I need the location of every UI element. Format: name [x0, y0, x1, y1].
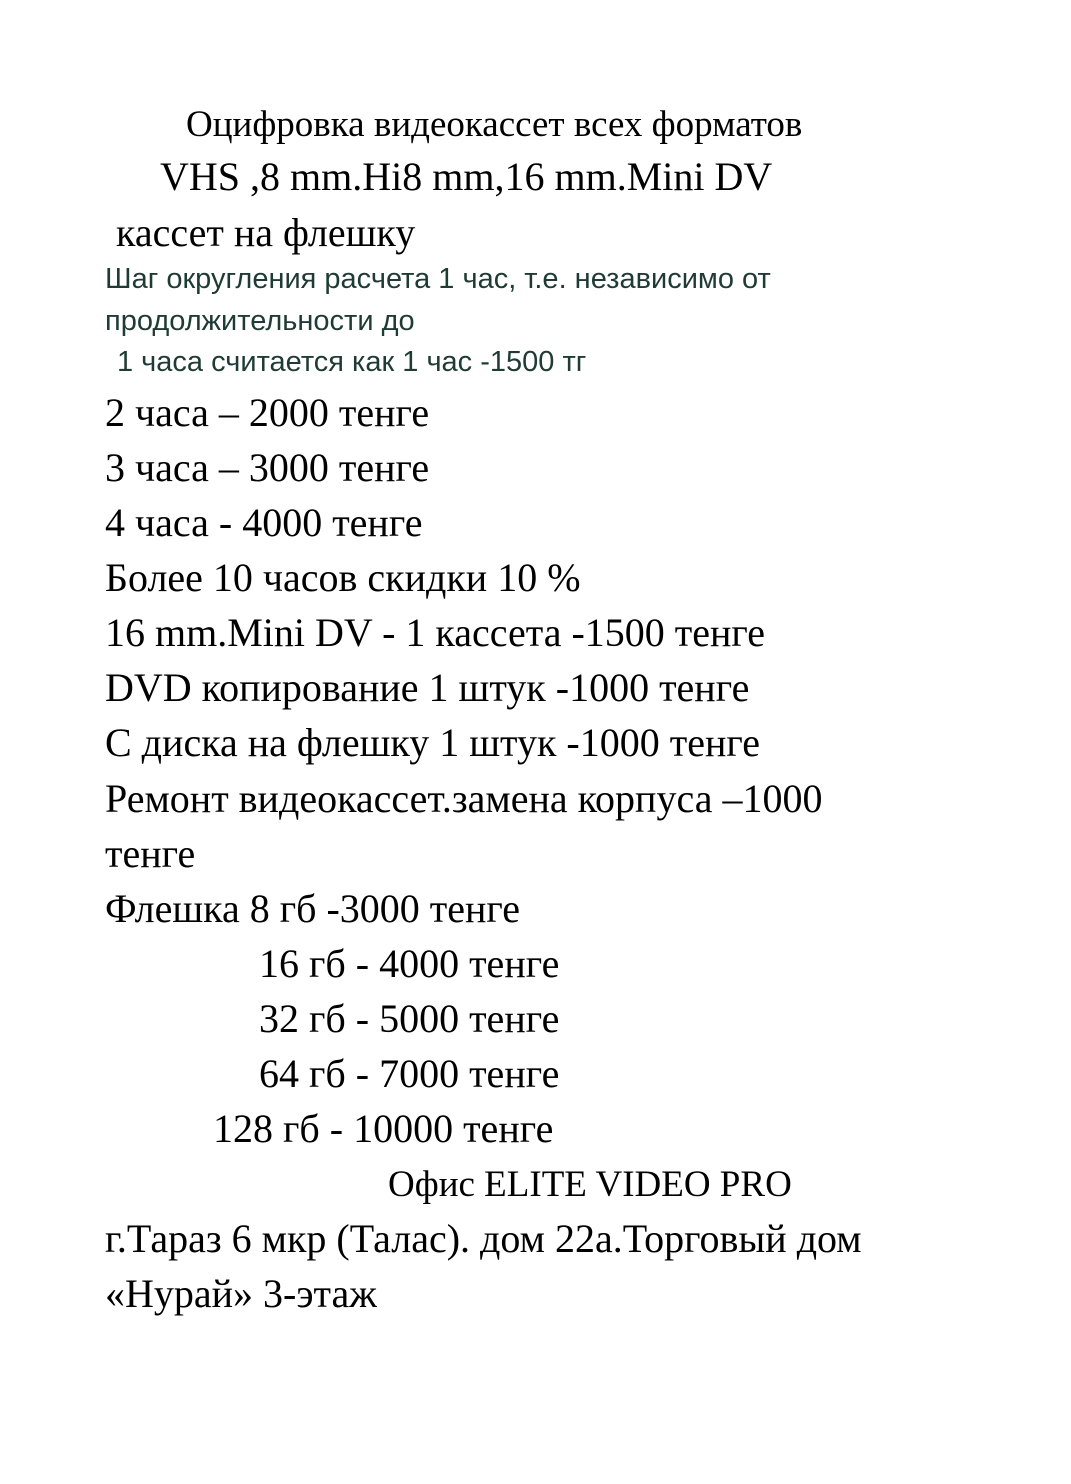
price-3-hours: 3 часа – 3000 тенге	[105, 445, 430, 490]
price-dvd-copy: DVD копирование 1 штук -1000 тенге	[105, 665, 750, 710]
title-line-2: VHS ,8 mm.Hi8 mm,16 mm.Mini DV	[160, 154, 773, 199]
flash-128gb: 128 гб - 10000 тенге	[213, 1106, 554, 1151]
price-repair-line-2: тенге	[105, 831, 196, 876]
flash-32gb: 32 гб - 5000 тенге	[259, 996, 560, 1041]
note-line-2: продолжительности до	[105, 305, 415, 337]
flash-16gb: 16 гб - 4000 тенге	[259, 941, 560, 986]
discount-line: Более 10 часов скидки 10 %	[105, 555, 581, 600]
price-minidv: 16 mm.Mini DV - 1 кассета -1500 тенге	[105, 610, 766, 655]
note-line-1: Шаг округления расчета 1 час, т.е. независимо от	[105, 263, 771, 295]
price-4-hours: 4 часа - 4000 тенге	[105, 500, 423, 545]
price-2-hours: 2 часа – 2000 тенге	[105, 390, 430, 435]
price-disc-to-flash: С диска на флешку 1 штук -1000 тенге	[105, 720, 761, 765]
address-line-2: «Нурай» 3-этаж	[105, 1271, 377, 1316]
address-line-1: г.Тараз 6 мкр (Талас). дом 22а.Торговый дом	[105, 1216, 862, 1261]
note-line-3: 1 часа считается как 1 час -1500 тг	[117, 346, 587, 378]
title-line-1: Оцифровка видеокассет всех форматов	[186, 104, 803, 145]
price-repair-line-1: Ремонт видеокассет.замена корпуса –1000	[105, 776, 823, 821]
title-line-3: кассет на флешку	[116, 210, 416, 255]
flash-8gb: Флешка 8 гб -3000 тенге	[105, 886, 521, 931]
flash-64gb: 64 гб - 7000 тенге	[259, 1051, 560, 1096]
office-name: Офис ELITE VIDEO PRO	[388, 1164, 792, 1205]
